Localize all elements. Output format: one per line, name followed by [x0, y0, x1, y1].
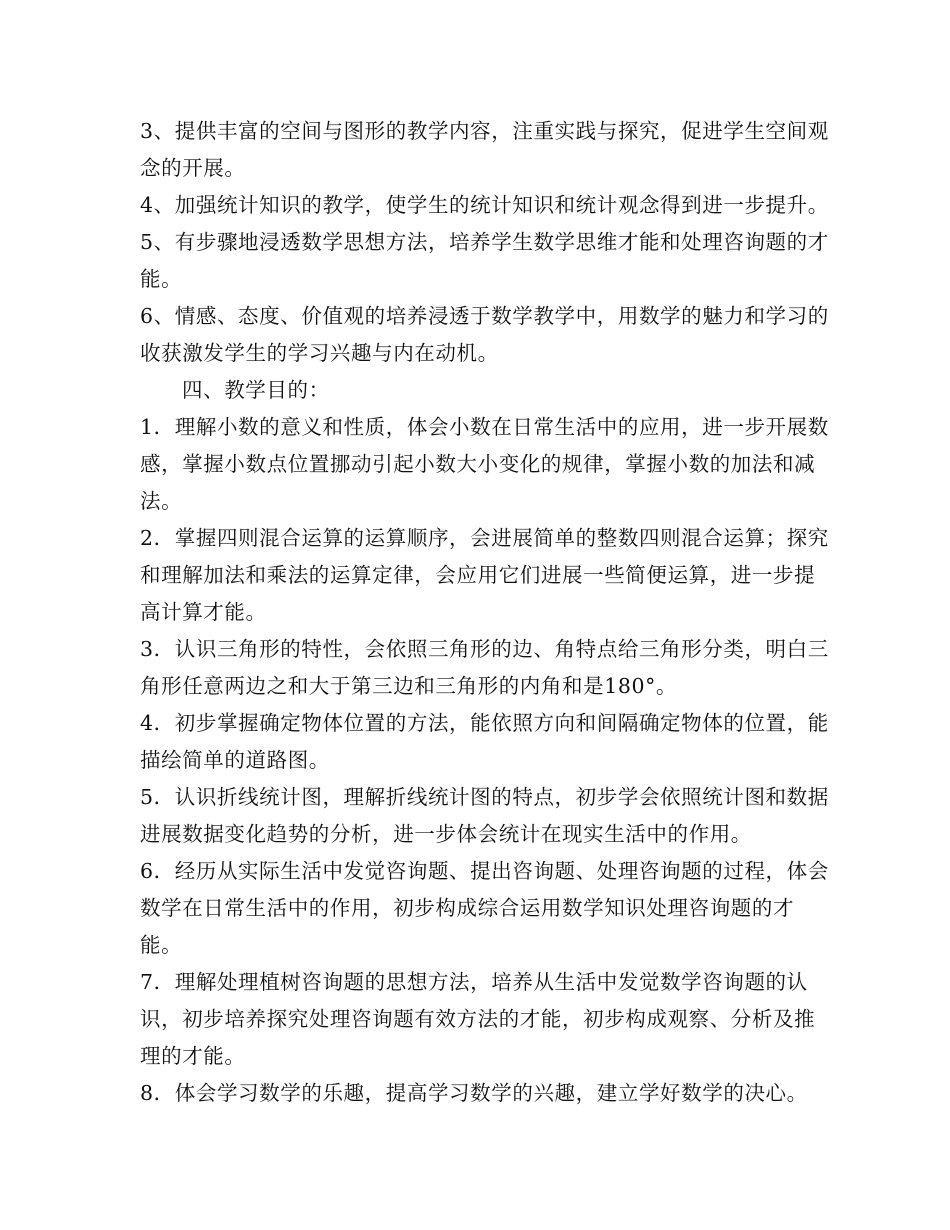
- objective-7: 7．理解处理植树咨询题的思想方法，培养从生活中发觉数学咨询题的认识，初步培养探究处理咨询题有效方法的才能，初步构成观察、分析及推理的才能。: [140, 970, 816, 1068]
- objective-8: 8．体会学习数学的乐趣，提高学习数学的兴趣，建立学好数学的决心。: [140, 1081, 808, 1105]
- objective-5: 5．认识折线统计图，理解折线统计图的特点，初步学会依照统计图和数据进展数据变化趋势的分析，进一步体会统计在现实生活中的作用。: [140, 785, 829, 846]
- paragraph-5: 5、有步骤地浸透数学思想方法，培养学生数学思维才能和处理咨询题的才能。: [140, 230, 829, 291]
- paragraph-4: 4、加强统计知识的教学，使学生的统计知识和统计观念得到进一步提升。: [140, 193, 829, 217]
- objective-6: 6．经历从实际生活中发觉咨询题、提出咨询题、处理咨询题的过程，体会数学在日常生活中的作用，初步构成综合运用数学知识处理咨询题的才能。: [140, 859, 829, 957]
- objective-3: 3．认识三角形的特性，会依照三角形的边、角特点给三角形分类，明白三角形任意两边之和大于第三边和三角形的内角和是180°。: [140, 637, 829, 698]
- paragraph-6: 6、情感、态度、价值观的培养浸透于数学教学中，用数学的魅力和学习的收获激发学生的学习兴趣与内在动机。: [140, 304, 829, 365]
- objective-2: 2．掌握四则混合运算的运算顺序，会进展简单的整数四则混合运算；探究和理解加法和乘法的运算定律，会应用它们进展一些简便运算，进一步提高计算才能。: [140, 526, 829, 624]
- objective-4: 4．初步掌握确定物体位置的方法，能依照方向和间隔确定物体的位置，能描绘简单的道路图。: [140, 711, 829, 772]
- section-heading-teaching-goals: 四、教学目的：: [182, 378, 330, 402]
- paragraph-3: 3、提供丰富的空间与图形的教学内容，注重实践与探究，促进学生空间观念的开展。: [140, 119, 829, 180]
- objective-1: 1．理解小数的意义和性质，体会小数在日常生活中的应用，进一步开展数感，掌握小数点位置挪动引起小数大小变化的规律，掌握小数的加法和减法。: [140, 415, 829, 513]
- document-body: [140, 113, 830, 1112]
